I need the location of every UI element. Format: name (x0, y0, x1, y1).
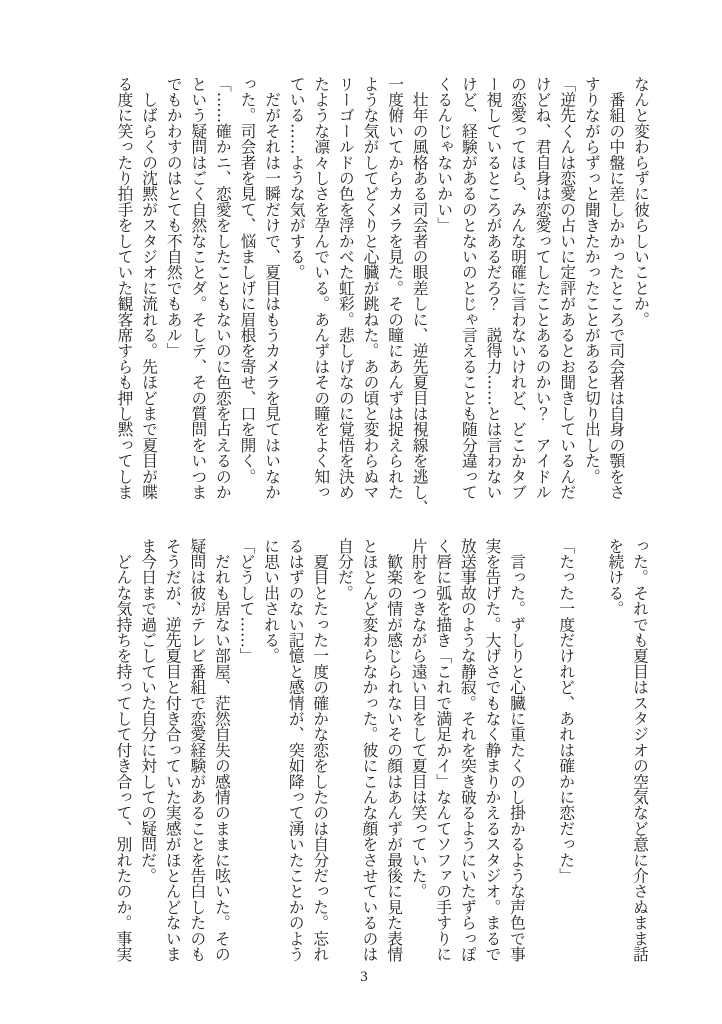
text-line: しばらくの沈黙がスタジオに流れる。先ほどまで夏目が喋 (140, 76, 160, 500)
text-line: とほとんど変わらなかった。彼にこんな顔をさせているのは (360, 538, 380, 962)
text-line: だがそれは一瞬だけで、夏目はもうカメラを見てはいなか (263, 76, 283, 500)
text-line: でもかわすのはとても不自然でもあル」 (164, 76, 184, 359)
text-line: ている……ような気がする。 (287, 76, 307, 281)
text-line: 番組の中盤に差しかかったところで司会者は自身の顎をさ (607, 76, 627, 500)
text-line: そうだが、逆先夏目と付き合っていた実感がほとんどないま (163, 538, 183, 962)
text-line: の恋愛ってほら、みんな明確に言わないけれど、どこかタブ (509, 76, 529, 500)
text-line: という疑問はごく自然なことダ。そしテ、その質問をいつま (189, 76, 209, 500)
page-number: 3 (360, 969, 368, 985)
text-line: だれも居ない部屋、茫然自失の感情のままに呟いた。その (212, 538, 232, 962)
text-line: 「逆先くんは恋愛の占いに定評があるとお聞きしているんだ (558, 76, 578, 500)
text-line: を続ける。 (606, 538, 626, 617)
text-line: るはずのない記憶と感情が、突如降って湧いたことかのよう (286, 538, 306, 962)
lower-text-block (111, 538, 652, 962)
text-line: ような気がしてどくりと心臓が跳ねた。あの頃と変わらぬマ (361, 76, 381, 500)
text-line: ー視しているところがあるだろ？ 説得力……とは言わない (484, 76, 504, 500)
text-line: 一度俯いてからカメラを見た。その瞳にあんずは捉えられた (386, 76, 406, 500)
text-line: けど、経験があるのとないのとじゃ言えることも随分違って (459, 76, 479, 500)
text-line: る度に笑ったり拍手をしていた観客席すらも押し黙ってしま (115, 76, 135, 500)
text-line: 言った。ずしりと心臓に重たくのし掛かるような声色で事 (508, 538, 528, 962)
text-line: どんな気持ちを持ってして付き合って、別れたのか。事実 (114, 538, 134, 962)
text-line: ま今日まで過ごしていた自分に対しての疑問だ。 (139, 538, 159, 884)
text-line: くるんじゃないかい」 (435, 76, 455, 233)
text-line: すりながらずっと聞きたかったことがあると切り出した。 (582, 76, 602, 485)
text-line: 歓楽の情が感じられないその顔はあんずが最後に見た表情 (385, 538, 405, 962)
text-line: 「……確かニ、恋愛をしたこともないのに色恋を占えるのか (213, 76, 233, 500)
text-line: く唇に弧を描き「これで満足かイ」なんてソファの手すりに (434, 538, 454, 962)
blank-line (578, 538, 603, 962)
text-line: 夏目とたった一度の確かな恋をしたのは自分だった。忘れ (311, 538, 331, 962)
text-line: 放送事故のような静寂。それを突き破るようにいたずらっぽ (458, 538, 478, 962)
text-line: リーゴールドの色を浮かべた虹彩。悲しげなのに覚悟を決め (336, 76, 356, 500)
text-line: 片肘をつきながら遠い目をして夏目は笑っていた。 (409, 538, 429, 900)
text-line: った。司会者を見て、悩ましげに眉根を寄せ、口を開く。 (238, 76, 258, 485)
blank-line (529, 538, 554, 962)
upper-text-block (112, 76, 653, 516)
text-line: 自分だ。 (335, 538, 355, 601)
text-line: けどね、君自身は恋愛ってしたことあるのかい？ アイドル (533, 76, 553, 500)
text-line: 疑問は彼がテレビ番組で恋愛経験があることを告白したのも (188, 538, 208, 962)
text-line: に思い出される。 (262, 538, 282, 664)
text-line: った。それでも夏目はスタジオの空気など意に介さぬまま話 (631, 538, 650, 962)
text-line: 「どうして……」 (237, 538, 257, 664)
text-line: なんと変わらずに彼らしいことか。 (632, 76, 651, 328)
text-line: 壮年の風格ある司会者の眼差しに、逆先夏目は視線を逃し、 (410, 76, 430, 516)
text-line: たような凛々しさを孕んでいる。あんずはその瞳をよく知っ (312, 76, 332, 500)
text-line: 「たった一度だけれど、あれは確かに恋だった」 (557, 538, 577, 884)
text-line: 実を告げた。大げさでもなく静まりかえるスタジオ。まるで (483, 538, 503, 962)
